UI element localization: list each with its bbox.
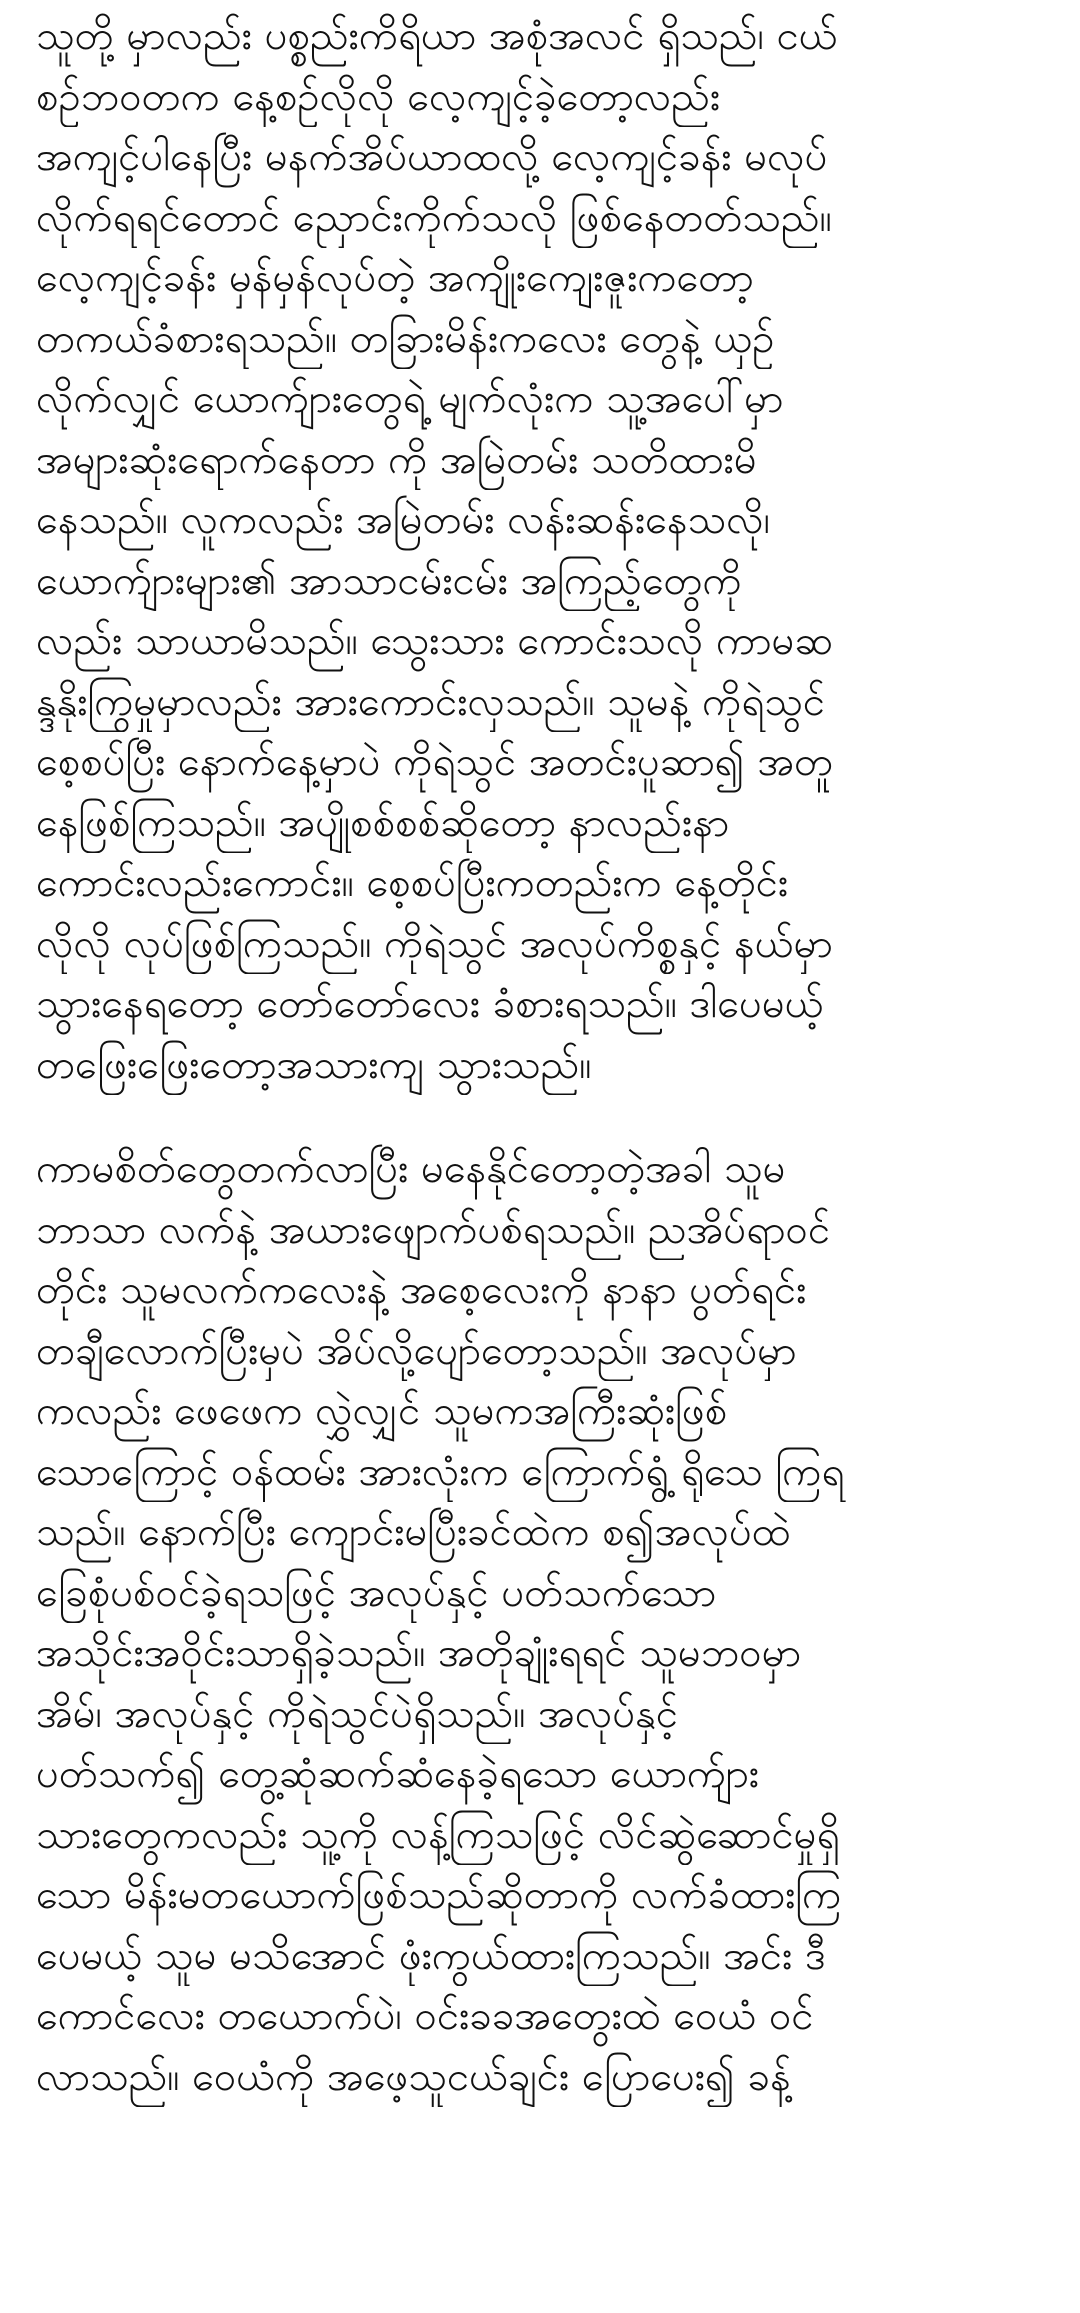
text-line: လိုက်လျှင် ယောက်ျားတွေရဲ့ မျက်လုံးက သူ့အပေါ်မှာ: [36, 376, 784, 422]
text-line: နေသည်။ လူကလည်း အမြဲတမ်း လန်းဆန်းနေသလို၊: [36, 497, 771, 543]
text-line: သော မိန်းမတယောက်ဖြစ်သည်ဆိုတာကို လက်ခံထားကြ: [36, 1872, 842, 1918]
text-line: အိမ်၊ အလုပ်နှင့် ကိုရဲသွင်ပဲရှိသည်။ အလုပ်နှင့်: [36, 1690, 679, 1737]
paragraph: [36, 6, 1044, 1095]
text-line: လိုက်ရရင်တောင် ညှောင်းကိုက်သလို ဖြစ်နေတတ်သည်။: [36, 194, 832, 241]
text-line: န္ဒနိုးကြွမှုမှာလည်း အားကောင်းလှသည်။ သူမနဲ့ ကိုရဲသွင်: [36, 678, 826, 725]
text-line: စေ့စပ်ပြီး နောက်နေ့မှာပဲ ကိုရဲသွင် အတင်းပူဆာ၍ အတူ: [36, 739, 834, 785]
text-line: ကောင်းလည်းကောင်း။ စေ့စပ်ပြီးကတည်းက နေ့တိုင်း: [36, 860, 789, 906]
text-line: နေဖြစ်ကြသည်။ အပျိုစစ်စစ်ဆိုတော့ နာလည်းနာ: [36, 799, 730, 846]
text-line: အများဆုံးရောက်နေတာ ကို အမြဲတမ်း သတိထားမိ: [36, 436, 757, 483]
text-line: လာသည်။ ဝေယံကို အဖေ့သူငယ်ချင်း ပြောပေး၍ ခန့်: [36, 2053, 791, 2100]
text-line: စဉ်ဘဝတက နေ့စဉ်လိုလို လေ့ကျင့်ခဲ့တော့လည်း: [36, 73, 721, 120]
text-line: သွားနေရတော့ တော်တော်လေး ခံစားရသည်။ ဒါပေမယ့်: [36, 981, 824, 1027]
text-line: သည်။ နောက်ပြီး ကျောင်းမပြီးခင်ထဲက စ၍အလုပ်ထဲ: [36, 1509, 791, 1555]
text-line: တဖြေးဖြေးတော့အသားကျ သွားသည်။: [36, 1041, 592, 1088]
text-line: ခြေစုံပစ်ဝင်ခဲ့ရသဖြင့် အလုပ်နှင့် ပတ်သက်သော: [36, 1569, 717, 1616]
text-line: အသိုင်းအဝိုင်းသာရှိခဲ့သည်။ အတိုချုံးရရင် သူမဘဝမှာ: [36, 1630, 802, 1676]
paragraph: [36, 1139, 1044, 2107]
text-line: ကာမစိတ်တွေတက်လာပြီး မနေနိုင်တော့တဲ့အခါ သူမ: [36, 1146, 786, 1192]
text-line: ပေမယ့် သူမ မသိအောင် ဖုံးကွယ်ထားကြသည်။ အင်း ဒီ: [36, 1932, 826, 1979]
text-line: ကလည်း ဖေဖေက လွှဲလျှင် သူမကအကြီးဆုံးဖြစ်: [36, 1388, 728, 1434]
text-line: ကောင်လေး တယောက်ပဲ၊ ဝင်းခခအတွေးထဲ ဝေယံ ဝင်: [36, 1993, 814, 2039]
text-line: လိုလို လုပ်ဖြစ်ကြသည်။ ကိုရဲသွင် အလုပ်ကိစ္စနှင့် နယ်မှာ: [36, 920, 833, 967]
text-line: တချီလောက်ပြီးမှပဲ အိပ်လို့ပျော်တော့သည်။ အလုပ်မှာ: [36, 1327, 797, 1374]
text-line: သူတို့ မှာလည်း ပစ္စည်းကိရိယာ အစုံအလင် ရှိသည်၊ ငယ်: [36, 13, 838, 59]
text-line: လည်း သာယာမိသည်။ သွေးသား ကောင်းသလို ကာမဆ: [36, 618, 834, 664]
text-line: သားတွေကလည်း သူ့ကို လန့်ကြသဖြင့် လိင်ဆွဲဆောင်မှုရှိ: [36, 1811, 840, 1858]
text-line: ယောက်ျားများ၏ အာသာငမ်းငမ်း အကြည့်တွေကို: [36, 557, 742, 604]
text-line: ပတ်သက်၍ တွေ့ဆုံဆက်ဆံနေခဲ့ရသော ယောက်ျား: [36, 1751, 759, 1797]
text-line: တိုင်း သူမလက်ကလေးနဲ့ အစေ့လေးကို နာနာ ပွတ်ရင်း: [36, 1267, 807, 1313]
text-line: အကျင့်ပါနေပြီး မနက်အိပ်ယာထလို့ လေ့ကျင့်ခန်း မလုပ်: [36, 134, 828, 180]
text-line: သောကြောင့် ဝန်ထမ်း အားလုံးက ကြောက်ရွံ့ ရိုသေ ကြရ: [36, 1448, 845, 1495]
text-line: လေ့ကျင့်ခန်း မှန်မှန်လုပ်တဲ့ အကျိုးကျေးဇူးကတော့: [36, 255, 754, 301]
text-line: ဘာသာ လက်နဲ့ အယားဖျောက်ပစ်ရသည်။ ညအိပ်ရာဝင်: [36, 1206, 831, 1253]
text-line: တကယ်ခံစားရသည်။ တခြားမိန်းကလေး တွေနဲ့ ယှဉ်: [36, 315, 775, 362]
